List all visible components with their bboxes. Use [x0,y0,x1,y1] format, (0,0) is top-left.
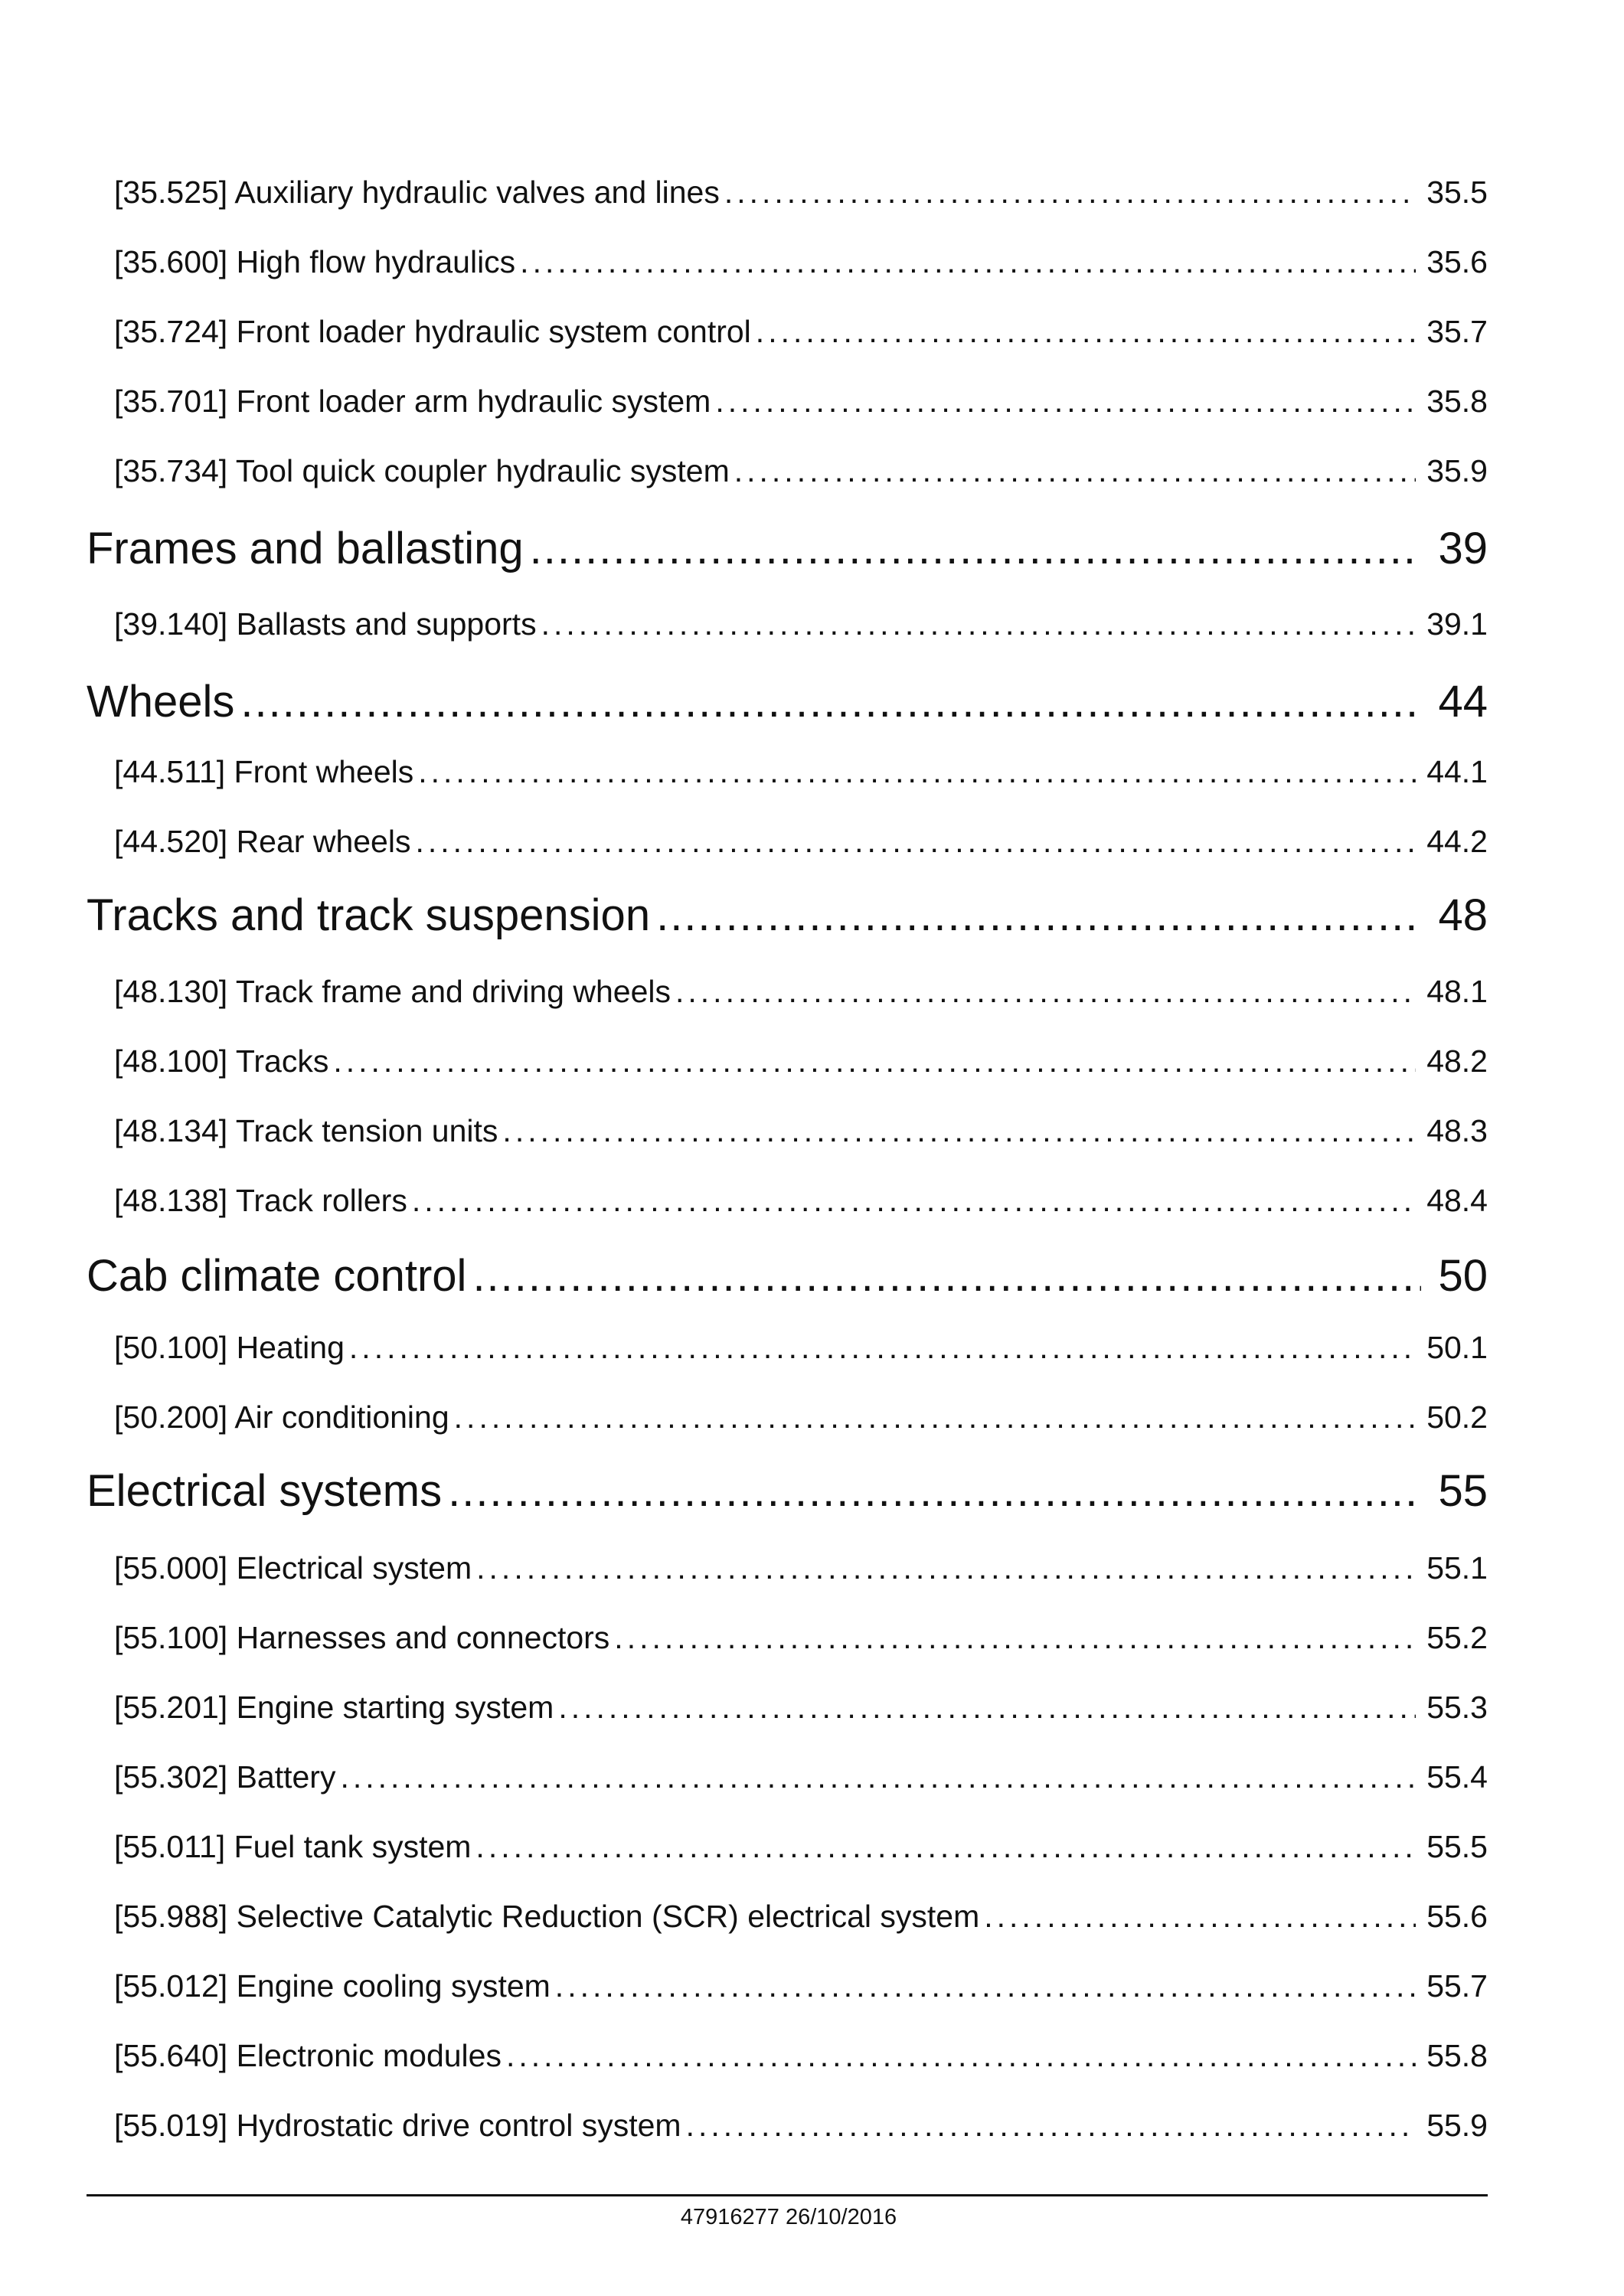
toc-entry[interactable] [114,314,1488,360]
toc-section-title: Tracks and track suspension [87,890,651,940]
dot-leader [472,1250,1421,1302]
dot-leader [418,754,1416,790]
toc-entry-title: [48.130] Track frame and driving wheels [114,974,671,1009]
toc-entry-page: 55.2 [1426,1620,1488,1655]
dot-leader [349,1330,1416,1366]
toc-entry-page: 55.7 [1426,1968,1488,2004]
toc-entry-page: 55.4 [1426,1759,1488,1795]
toc-entry-title: [35.734] Tool quick coupler hydraulic system [114,453,730,488]
toc-entry-page: 44.1 [1426,754,1488,789]
toc-entry-page: 35.5 [1426,175,1488,210]
dot-leader [656,890,1421,941]
dot-leader [675,974,1416,1010]
toc-entry[interactable] [114,244,1488,290]
dot-leader [984,1899,1416,1935]
toc-entry[interactable] [114,1183,1488,1229]
toc-entry-title: [48.100] Tracks [114,1043,329,1079]
toc-entry[interactable] [114,1113,1488,1159]
toc-entry[interactable] [114,1620,1488,1666]
dot-leader [530,523,1422,574]
toc-entry-page: 48.2 [1426,1043,1488,1079]
toc-entry[interactable] [114,974,1488,1020]
dot-leader [340,1759,1416,1795]
dot-leader [520,244,1416,280]
toc-entry-title: [50.100] Heating [114,1330,345,1365]
dot-leader [448,1465,1421,1517]
toc-entry-title: [55.988] Selective Catalytic Reduction (SCR) electrical system [114,1899,980,1934]
toc-entry-page: 55.5 [1426,1829,1488,1864]
toc-section-page: 55 [1438,1466,1488,1516]
dot-leader [454,1399,1417,1435]
toc-entry-page: 35.7 [1426,314,1488,349]
dot-leader [475,1829,1416,1865]
toc-entry-title: [55.100] Harnesses and connectors [114,1620,610,1655]
toc-entry-page: 55.3 [1426,1690,1488,1725]
toc-entry-page: 50.2 [1426,1399,1488,1435]
toc-entry-page: 35.8 [1426,384,1488,419]
dot-leader [541,606,1417,642]
toc-entry-title: [55.000] Electrical system [114,1550,472,1586]
toc-section[interactable] [87,1465,1488,1527]
dot-leader [614,1620,1416,1656]
toc-section-page: 39 [1438,524,1488,573]
toc-section-title: Electrical systems [87,1466,443,1516]
dot-leader [715,384,1416,420]
toc-entry[interactable] [114,1550,1488,1596]
toc-section-title: Frames and ballasting [87,524,524,573]
toc-entry-title: [55.640] Electronic modules [114,2038,502,2073]
toc-entry-page: 48.1 [1426,974,1488,1009]
toc-entry-title: [48.134] Track tension units [114,1113,498,1148]
toc-entry-page: 44.2 [1426,824,1488,859]
toc-entry-title: [48.138] Track rollers [114,1183,407,1218]
toc-section-page: 50 [1438,1251,1488,1301]
toc-entry[interactable] [114,453,1488,499]
toc-entry-page: 55.8 [1426,2038,1488,2073]
dot-leader [412,1183,1416,1219]
toc-entry-page: 50.1 [1426,1330,1488,1365]
toc-section[interactable] [87,523,1488,584]
toc-entry-page: 35.6 [1426,244,1488,279]
toc-entry-title: [35.724] Front loader hydraulic system control [114,314,751,349]
toc-entry[interactable] [114,175,1488,220]
toc-entry-title: [55.201] Engine starting system [114,1690,554,1725]
toc-section[interactable] [87,890,1488,951]
toc-entry-title: [44.520] Rear wheels [114,824,411,859]
toc-entry[interactable] [114,384,1488,429]
toc-entry[interactable] [114,2108,1488,2154]
toc-entry-title: [35.525] Auxiliary hydraulic valves and lines [114,175,720,210]
toc-entry[interactable] [114,1829,1488,1875]
toc-entry-title: [55.012] Engine cooling system [114,1968,551,2004]
toc-entry-title: [39.140] Ballasts and supports [114,606,537,642]
toc-entry-page: 39.1 [1426,606,1488,642]
toc-section-page: 44 [1438,677,1488,727]
dot-leader [506,2038,1416,2074]
toc-section-title: Wheels [87,677,235,727]
toc-section-title: Cab climate control [87,1251,467,1301]
toc-entry-title: [55.019] Hydrostatic drive control system [114,2108,681,2143]
toc-entry-title: [35.600] High flow hydraulics [114,244,516,279]
dot-leader [415,824,1416,860]
toc-entry-page: 48.3 [1426,1113,1488,1148]
toc-entry[interactable] [114,1759,1488,1805]
toc-entry-title: [50.200] Air conditioning [114,1399,449,1435]
toc-section[interactable] [87,676,1488,737]
footer-document-id: 47916277 26/10/2016 [680,2205,897,2229]
toc-entry[interactable] [114,606,1488,652]
toc-entry-page: 48.4 [1426,1183,1488,1218]
toc-entry[interactable] [114,1968,1488,2014]
toc-entry-title: [55.302] Battery [114,1759,336,1795]
toc-entry[interactable] [114,824,1488,870]
dot-leader [724,175,1416,211]
dot-leader [756,314,1416,350]
toc-entry-page: 35.9 [1426,453,1488,488]
toc-entry-title: [35.701] Front loader arm hydraulic system [114,384,711,419]
toc-entry[interactable] [114,2038,1488,2084]
toc-entry[interactable] [114,1690,1488,1736]
footer-rule [87,2194,1488,2196]
toc-entry[interactable] [114,1899,1488,1945]
toc-entry[interactable] [114,754,1488,800]
toc-section-page: 48 [1438,890,1488,940]
dot-leader [558,1690,1416,1726]
dot-leader [734,453,1416,489]
dot-leader [240,676,1421,727]
toc-entry[interactable] [114,1399,1488,1445]
dot-leader [476,1550,1416,1586]
dot-leader [502,1113,1416,1149]
toc-entry-title: [55.011] Fuel tank system [114,1829,472,1864]
toc-entry-page: 55.1 [1426,1550,1488,1586]
toc-entry-title: [44.511] Front wheels [114,754,414,789]
toc-section[interactable] [87,1250,1488,1311]
toc-entry-page: 55.9 [1426,2108,1488,2143]
dot-leader [333,1043,1416,1079]
dot-leader [555,1968,1416,2004]
dot-leader [686,2108,1417,2144]
toc-entry[interactable] [114,1043,1488,1089]
toc-entry-page: 55.6 [1426,1899,1488,1934]
toc-entry[interactable] [114,1330,1488,1376]
